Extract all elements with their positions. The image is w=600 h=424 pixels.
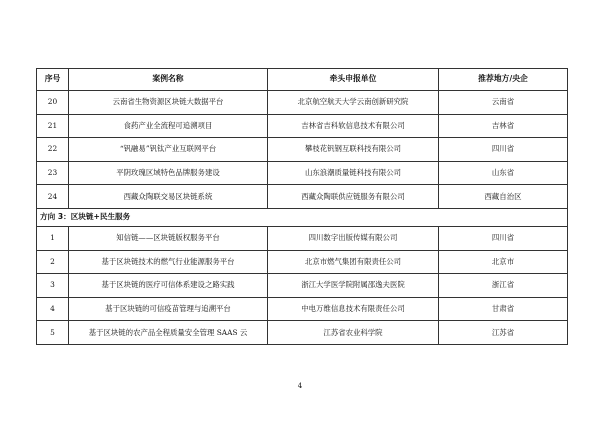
table-row (37, 274, 568, 298)
cell-recommender: 江苏省 (439, 321, 568, 345)
cell-serial: 1 (37, 226, 69, 250)
header-recommender: 推荐地方/央企 (439, 69, 568, 91)
cell-case-name: 西藏众陶联交易区块链系统 (69, 185, 268, 209)
cell-serial: 4 (37, 297, 69, 321)
cell-recommender: 四川省 (439, 138, 568, 162)
cell-case-name: 云南省生物资源区块链大数据平台 (69, 91, 268, 115)
cell-recommender: 云南省 (439, 91, 568, 115)
cell-case-name: 基于区块链的可信疫苗管理与追溯平台 (69, 297, 268, 321)
case-table (36, 68, 568, 345)
cell-lead-unit: 吉林省吉科软信息技术有限公司 (268, 114, 439, 138)
cell-case-name: 知信链——区块链版权服务平台 (69, 226, 268, 250)
cell-recommender: 西藏自治区 (439, 185, 568, 209)
cell-lead-unit: 中电万维信息技术有限责任公司 (268, 297, 439, 321)
cell-lead-unit: 江苏省农业科学院 (268, 321, 439, 345)
cell-case-name: 基于区块链技术的燃气行业能源服务平台 (69, 250, 268, 274)
cell-lead-unit: 北京市燃气集团有限责任公司 (268, 250, 439, 274)
header-serial: 序号 (37, 69, 69, 91)
cell-lead-unit: 浙江大学医学院附属邵逸夫医院 (268, 274, 439, 298)
table-header-row (37, 69, 568, 91)
header-lead-unit: 牵头申报单位 (268, 69, 439, 91)
header-case-name: 案例名称 (69, 69, 268, 91)
page-number: 4 (297, 382, 303, 390)
cell-serial: 22 (37, 138, 69, 162)
table-row (37, 297, 568, 321)
table-row (37, 185, 568, 209)
cell-case-name: “钒融易”钒钛产业互联网平台 (69, 138, 268, 162)
section-title: 方向 3：区块链+民生服务 (37, 208, 568, 226)
cell-recommender: 四川省 (439, 226, 568, 250)
cell-serial: 24 (37, 185, 69, 209)
cell-recommender: 甘肃省 (439, 297, 568, 321)
cell-lead-unit: 北京航空航天大学云南创新研究院 (268, 91, 439, 115)
cell-lead-unit: 攀枝花钒钢互联科技有限公司 (268, 138, 439, 162)
cell-lead-unit: 西藏众陶联供应链服务有限公司 (268, 185, 439, 209)
table-row (37, 226, 568, 250)
cell-case-name: 平阴玫瑰区域特色品牌服务建设 (69, 161, 268, 185)
cell-serial: 23 (37, 161, 69, 185)
cell-recommender: 北京市 (439, 250, 568, 274)
cell-serial: 20 (37, 91, 69, 115)
section-row (37, 208, 568, 226)
table-row (37, 114, 568, 138)
cell-case-name: 食药产业全流程可追溯项目 (69, 114, 268, 138)
cell-recommender: 浙江省 (439, 274, 568, 298)
cell-serial: 2 (37, 250, 69, 274)
table-row (37, 161, 568, 185)
table-row (37, 138, 568, 162)
cell-recommender: 山东省 (439, 161, 568, 185)
cell-case-name: 基于区块链的医疗可信体系建设之路实践 (69, 274, 268, 298)
cell-serial: 3 (37, 274, 69, 298)
cell-serial: 5 (37, 321, 69, 345)
cell-serial: 21 (37, 114, 69, 138)
table-row (37, 321, 568, 345)
table-row (37, 250, 568, 274)
cell-recommender: 吉林省 (439, 114, 568, 138)
cell-case-name: 基于区块链的农产品全程质量安全管理 SAAS 云 (69, 321, 268, 345)
cell-lead-unit: 山东浪潮质量链科技有限公司 (268, 161, 439, 185)
table-row (37, 91, 568, 115)
cell-lead-unit: 四川数字出版传媒有限公司 (268, 226, 439, 250)
